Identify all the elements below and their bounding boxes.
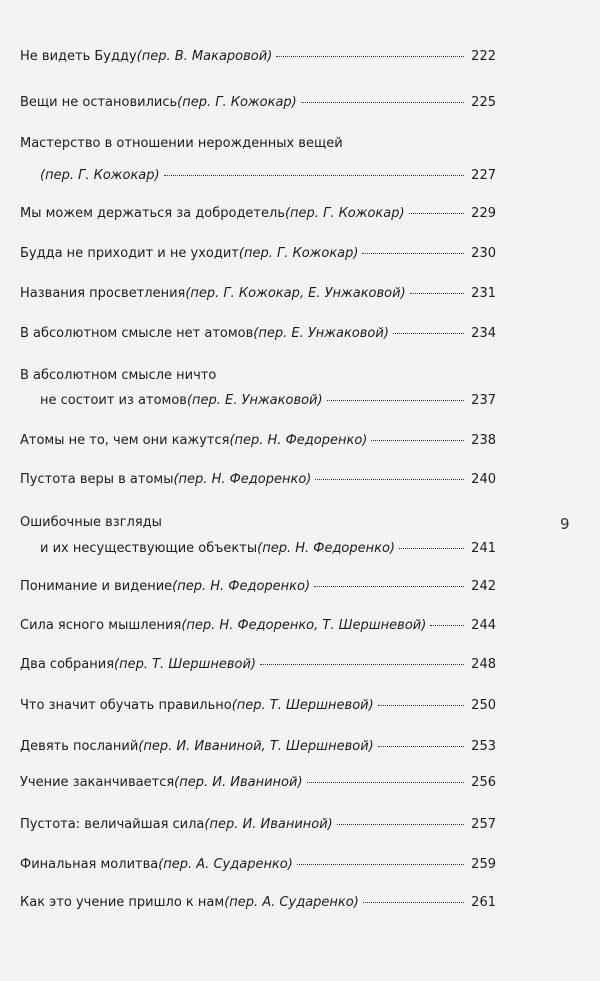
- toc-entry-page: 230: [471, 246, 496, 261]
- dot-leader: [337, 824, 464, 825]
- toc-entry: [20, 48, 496, 65]
- dot-leader: [378, 705, 464, 706]
- dot-leader: [362, 253, 464, 254]
- toc-entry-translator: (пер. И. Иваниной): [174, 775, 303, 790]
- toc-entry-title: Ошибочные взгляды: [20, 515, 162, 530]
- toc-entry-title: Вещи не остановились: [20, 95, 178, 110]
- toc-entry-title: Как это учение пришло к нам: [20, 895, 225, 910]
- toc-entry-page: 248: [471, 657, 496, 672]
- toc-entry-translator: (пер. Г. Кожокар): [40, 168, 160, 183]
- dot-leader: [307, 782, 464, 783]
- toc-entry-translator: (пер. Г. Кожокар): [177, 95, 297, 110]
- toc-entry-page: 244: [471, 618, 496, 633]
- dot-leader: [430, 625, 464, 626]
- toc-entry-page: 242: [471, 579, 496, 594]
- toc-entry-page: 261: [471, 895, 496, 910]
- toc-entry-title: Будда не приходит и не уходит: [20, 246, 239, 261]
- toc-entry: [20, 578, 496, 595]
- toc-entry-title: Пустота: величайшая сила: [20, 817, 205, 832]
- toc-entry-page: 240: [471, 472, 496, 487]
- toc-entry: [20, 738, 496, 755]
- toc-entry-page: 253: [471, 739, 496, 754]
- toc-entry: [20, 894, 496, 911]
- dot-leader: [363, 902, 464, 903]
- dot-leader: [301, 102, 464, 103]
- toc-entry-translator: (пер. Н. Федоренко): [173, 472, 312, 487]
- toc-entry-page: 241: [471, 541, 496, 556]
- toc-entry: [20, 816, 496, 833]
- toc-entry-translator: (пер. Е. Унжаковой): [253, 326, 389, 341]
- toc-entry: [20, 514, 496, 557]
- toc-entry-translator: (пер. В. Макаровой): [136, 49, 273, 64]
- dot-leader: [297, 864, 464, 865]
- toc-entry-title: Девять посланий: [20, 739, 139, 754]
- toc-entry: [20, 245, 496, 262]
- dot-leader: [315, 479, 464, 480]
- toc-entry: [20, 856, 496, 873]
- toc-entry-title-continued: не состоит из атомов: [40, 393, 187, 408]
- toc-entry-translator: (пер. Н. Федоренко, Т. Шершневой): [181, 618, 427, 633]
- toc-entry-translator: (пер. Г. Кожокар): [284, 206, 405, 221]
- dot-leader: [260, 664, 464, 665]
- toc-entry-page: 237: [471, 393, 496, 408]
- toc-entry-title-continued: и их несуществующие объекты: [40, 541, 258, 556]
- toc-entry-page: 238: [471, 433, 496, 448]
- toc-entry-translator: (пер. А. Сударенко): [158, 857, 293, 872]
- toc-entry: [20, 94, 496, 111]
- toc-entry-title: Пустота веры в атомы: [20, 472, 174, 487]
- dot-leader: [276, 56, 464, 57]
- toc-entry-translator: (пер. Н. Федоренко): [257, 541, 396, 556]
- toc-entry: [20, 697, 496, 714]
- toc-entry-title: Учение заканчивается: [20, 775, 175, 790]
- toc-entry-page: 256: [471, 775, 496, 790]
- toc-entry-page: 231: [471, 286, 496, 301]
- toc-entry-title: В абсолютном смысле нет атомов: [20, 326, 254, 341]
- toc-entry: [20, 367, 496, 409]
- toc-entry-page: 229: [471, 206, 496, 221]
- toc-entry: [20, 325, 496, 342]
- toc-entry-translator: (пер. И. Иваниной, Т. Шершневой): [138, 739, 374, 754]
- toc-entry: [20, 617, 496, 634]
- toc-entry-page: 250: [471, 698, 496, 713]
- toc-entry-translator: (пер. Г. Кожокар, Е. Унжаковой): [185, 286, 406, 301]
- dot-leader: [393, 333, 464, 334]
- toc-entry-title: Два собрания: [20, 657, 115, 672]
- toc-entry-translator: (пер. И. Иваниной): [204, 817, 333, 832]
- toc-entry: [20, 656, 496, 673]
- toc-entry-page: 227: [471, 168, 496, 183]
- toc-entry: [20, 285, 496, 302]
- dot-leader: [399, 548, 464, 549]
- dot-leader: [371, 440, 464, 441]
- toc-entry-page: 222: [471, 49, 496, 64]
- toc-entry: [20, 774, 496, 791]
- toc-entry: [20, 432, 496, 449]
- toc-entry-title: В абсолютном смысле ничто: [20, 368, 217, 383]
- toc-entry-translator: (пер. Г. Кожокар): [238, 246, 359, 261]
- toc-entry-page: 234: [471, 326, 496, 341]
- dot-leader: [164, 175, 464, 176]
- toc-entry-translator: (пер. Т. Шершневой): [114, 657, 257, 672]
- toc-entry-title: Финальная молитва: [20, 857, 159, 872]
- toc-entry-title: Мы можем держаться за добродетель: [20, 206, 285, 221]
- toc-entry-title: Названия просветления: [20, 286, 186, 301]
- toc-entry: [20, 471, 496, 488]
- toc-entry-translator: (пер. Н. Федоренко): [229, 433, 368, 448]
- toc-entry-page: 259: [471, 857, 496, 872]
- toc-entry-translator: (пер. Т. Шершневой): [231, 698, 374, 713]
- toc-entry-page: 257: [471, 817, 496, 832]
- toc-entry-translator: (пер. Е. Унжаковой): [186, 393, 323, 408]
- toc-entry-title: Атомы не то, чем они кажутся: [20, 433, 230, 448]
- toc-entry-title: Сила ясного мышления: [20, 618, 182, 633]
- dot-leader: [378, 746, 464, 747]
- toc-entry-title: Мастерство в отношении нерожденных вещей: [20, 136, 343, 151]
- page-number: 9: [560, 515, 570, 533]
- toc-entry-title: Что значит обучать правильно: [20, 698, 232, 713]
- toc-entry: [20, 205, 496, 222]
- toc-entry-title: Не видеть Будду: [20, 49, 137, 64]
- dot-leader: [409, 213, 464, 214]
- toc-entry-title: Понимание и видение: [20, 579, 173, 594]
- toc-entry-translator: (пер. Н. Федоренко): [172, 579, 311, 594]
- toc-entry-translator: (пер. А. Сударенко): [224, 895, 359, 910]
- toc-entry-page: 225: [471, 95, 496, 110]
- dot-leader: [327, 400, 464, 401]
- dot-leader: [410, 293, 464, 294]
- toc-entry: [20, 135, 496, 184]
- dot-leader: [314, 586, 464, 587]
